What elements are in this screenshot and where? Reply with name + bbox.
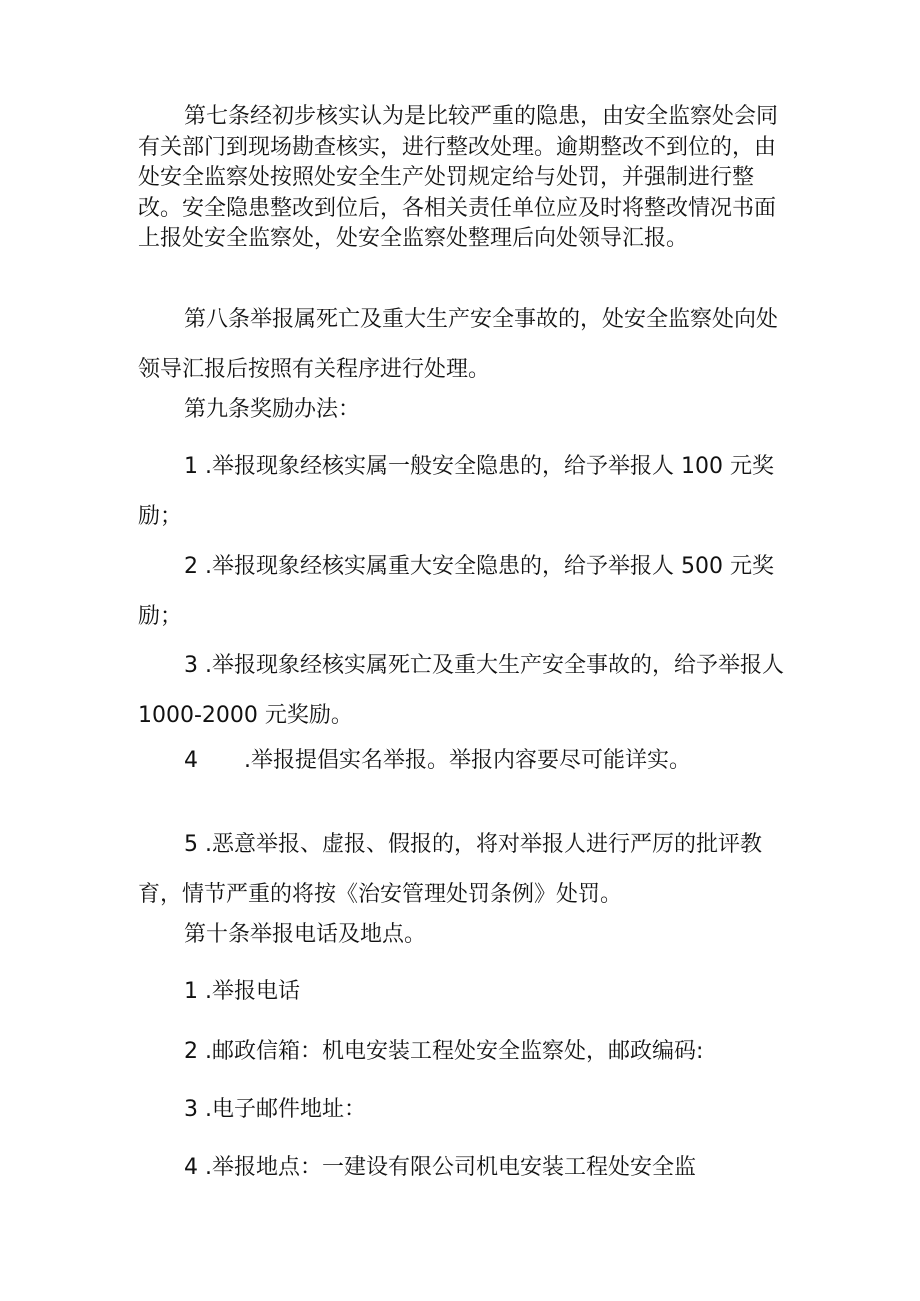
reward-item-2-text: .举报现象经核实属重大安全隐患的，给予举报人 500 元奖励； (138, 554, 774, 629)
contact-item-3-text: .电子邮件地址： (205, 1097, 366, 1122)
article-7-paragraph: 第七条经初步核实认为是比较严重的隐患，由安全监察处会同有关部门到现场勘查核实，进行整改处理。逾期整改不到位的，由处安全监察处按照处安全生产处罚规定给与处罚，并强制进行整改。安全隐患整改到位后，各相关责任单位应及时将整改情况书面上报处安全监察处，处安全监察处整理后向处领导汇报。 (138, 104, 779, 251)
reward-item-3-number: 3 (184, 653, 198, 678)
article-9-heading: 第九条奖励办法： (184, 397, 361, 422)
reward-item-1-number: 1 (184, 454, 198, 479)
contact-item-2 (138, 1034, 788, 1070)
reward-item-3 (138, 641, 788, 741)
reward-item-5-text: .恶意举报、虚报、假报的，将对举报人进行严厉的批评教育，情节严重的将按《治安管理处罚条例》处罚。 (138, 832, 762, 907)
contact-item-2-text: .邮政信箱：机电安装工程处安全监察处，邮政编码: (205, 1039, 704, 1064)
contact-item-2-number: 2 (184, 1039, 198, 1064)
contact-item-1 (138, 974, 788, 1010)
reward-item-3-text: .举报现象经核实属死亡及重大生产安全事故的，给予举报人 1000-2000 元奖励。 (138, 653, 784, 728)
contact-item-1-text: .举报电话 (205, 979, 300, 1004)
contact-item-4-number: 4 (184, 1155, 198, 1180)
article-10-heading: 第十条举报电话及地点。 (184, 922, 427, 947)
reward-item-2-number: 2 (184, 554, 198, 579)
reward-item-5-number: 5 (184, 832, 198, 857)
reward-item-4-number: 4 (184, 748, 198, 773)
contact-item-3-number: 3 (184, 1097, 198, 1122)
reward-item-4 (138, 743, 788, 779)
reward-item-5 (138, 820, 788, 920)
reward-item-1 (138, 442, 788, 542)
contact-item-1-number: 1 (184, 979, 198, 1004)
article-8-paragraph: 第八条举报属死亡及重大生产安全事故的，处安全监察处向处领导汇报后按照有关程序进行处理。 (138, 307, 779, 382)
reward-item-1-text: .举报现象经核实属一般安全隐患的，给予举报人 100 元奖励； (138, 454, 774, 529)
reward-item-4-text: .举报提倡实名举报。举报内容要尽可能详实。 (244, 748, 691, 773)
reward-item-2 (138, 542, 788, 642)
contact-item-4 (138, 1150, 788, 1186)
contact-item-3 (138, 1092, 788, 1128)
contact-item-4-text: .举报地点：一建设有限公司机电安装工程处安全监 (205, 1155, 696, 1180)
